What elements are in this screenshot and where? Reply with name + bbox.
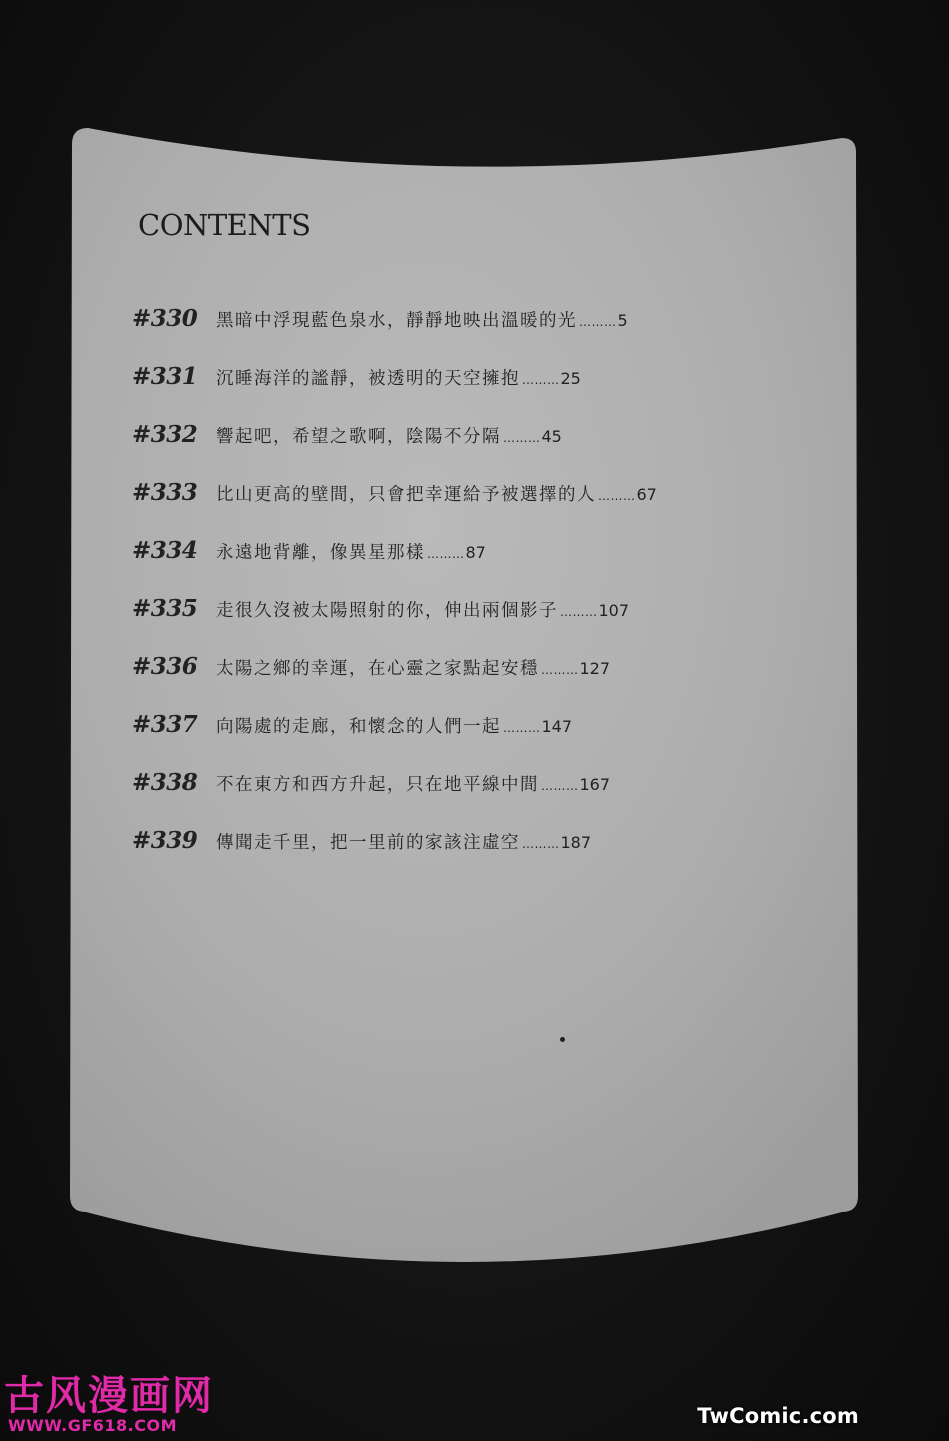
page-number: 87 — [465, 543, 486, 562]
chapter-number: #332 — [132, 421, 198, 448]
chapter-number: #330 — [132, 305, 198, 332]
dot-leader: ……… — [427, 547, 465, 561]
chapter-title: 黑暗中浮現藍色泉水，靜靜地映出溫暖的光 — [216, 311, 577, 331]
dot-leader: ……… — [541, 663, 579, 677]
contents-title: CONTENTS — [138, 208, 311, 242]
page-number: 187 — [560, 833, 592, 852]
chapter-title: 永遠地背離，像異星那樣 — [216, 543, 425, 563]
toc-entry — [132, 711, 832, 769]
chapter-number: #334 — [132, 537, 198, 564]
chapter-title: 太陽之鄉的幸運，在心靈之家點起安穩 — [216, 659, 539, 679]
chapter-title: 不在東方和西方升起，只在地平線中間 — [216, 775, 539, 795]
dot-leader: ……… — [598, 489, 636, 503]
watermark-site-name: 古风漫画网 — [4, 1373, 214, 1419]
dot-leader: ……… — [522, 373, 560, 387]
toc-entry — [132, 653, 832, 711]
toc-entry — [132, 363, 832, 421]
watermark-twcomic: TwComic.com — [697, 1404, 859, 1428]
toc-entry — [132, 769, 832, 827]
chapter-number: #337 — [132, 711, 198, 738]
chapter-title: 傳聞走千里，把一里前的家該注虛空 — [216, 833, 520, 853]
dot-leader: ……… — [579, 315, 617, 329]
toc-entry — [132, 595, 832, 653]
page-number: 45 — [541, 427, 562, 446]
chapter-number: #331 — [132, 363, 198, 390]
chapter-number: #333 — [132, 479, 198, 506]
chapter-title: 向陽處的走廊，和懷念的人們一起 — [216, 717, 501, 737]
page-number: 107 — [598, 601, 630, 620]
chapter-title: 走很久沒被太陽照射的你，伸出兩個影子 — [216, 601, 558, 621]
page-number: 67 — [636, 485, 657, 504]
toc-entry — [132, 537, 832, 595]
dot-leader: ……… — [541, 779, 579, 793]
chapter-title: 響起吧，希望之歌啊，陰陽不分隔 — [216, 427, 501, 447]
dot-leader: ……… — [503, 431, 541, 445]
dot-leader: ……… — [503, 721, 541, 735]
page-number: 167 — [579, 775, 611, 794]
chapter-number: #335 — [132, 595, 198, 622]
page-number: 127 — [579, 659, 611, 678]
chapter-number: #338 — [132, 769, 198, 796]
toc-entry — [132, 305, 832, 363]
watermark-site-url: WWW.GF618.COM — [8, 1416, 178, 1435]
chapter-number: #339 — [132, 827, 198, 854]
toc-entry — [132, 827, 832, 885]
dot-leader: ……… — [560, 605, 598, 619]
page-number: 147 — [541, 717, 573, 736]
chapter-number: #336 — [132, 653, 198, 680]
ink-speck — [560, 1037, 565, 1042]
chapter-title: 沉睡海洋的謐靜，被透明的天空擁抱 — [216, 369, 520, 389]
dot-leader: ……… — [522, 837, 560, 851]
page-number: 25 — [560, 369, 581, 388]
toc-entry — [132, 421, 832, 479]
contents-list — [132, 305, 832, 885]
chapter-title: 比山更高的壁間，只會把幸運給予被選擇的人 — [216, 485, 596, 505]
toc-entry — [132, 479, 832, 537]
page-number: 5 — [617, 311, 628, 330]
